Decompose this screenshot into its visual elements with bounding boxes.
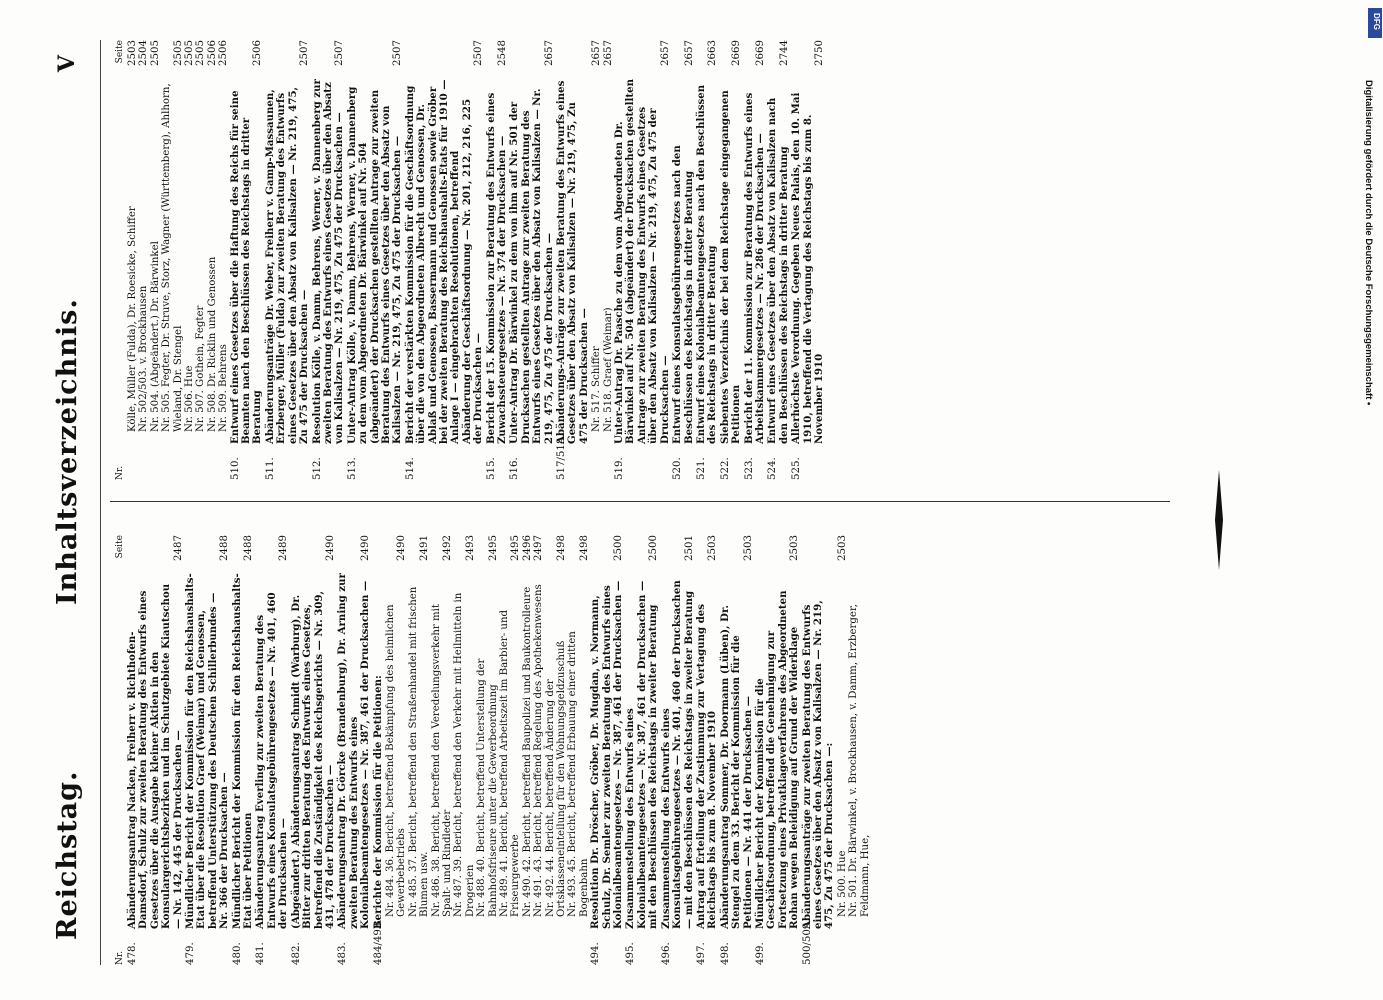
entry-text: Nr. 488. 40. Bericht, betreffend Unterstellung der Bahnhofsfriseure unter die Gewerbeordnung (476, 658, 499, 917)
entry-text: Mündlicher Bericht der Kommission für den Reichshaushalts-Etat über Petitionen (230, 573, 255, 929)
page-reference: 2505 (195, 40, 207, 66)
page-reference: 2506 (218, 40, 230, 66)
page-reference: 2500 (648, 535, 660, 561)
toc-entry (127, 535, 184, 965)
entry-number: 496. (660, 942, 672, 965)
toc-entry (232, 535, 255, 965)
entry-number: 525. (791, 457, 803, 480)
sub-entry (431, 535, 454, 965)
entry-text: Unter-Antrag Dr. Bärwinkel zu dem von ihm auf Nr. 501 der Drucksachen gestellten Antrage zur zweiten Beratung des Entwurfs eines Gesetzes über den Absatz von Kalisalzen — Nr. 219, 475, Zu 475 der Drucksachen — (508, 88, 555, 444)
toc-entry (255, 535, 289, 965)
sub-entry (499, 535, 522, 965)
entry-number: 523. (743, 457, 755, 480)
page-header (52, 55, 92, 940)
page-reference: 2487 (172, 535, 184, 561)
entry-text: Resolution Kölle, v. Damm, Behrens, Werner, v. Dannenberg zur zweiten Beratung des Entwurfs eines Gesetzes über den Absatz von Kalisalzen — Nr. 219, 475, Zu 475 der Drucksachen — (310, 79, 346, 444)
toc-entry (672, 40, 695, 480)
page-reference: 2504 (138, 40, 150, 66)
entry-text: Resolution Dr. Dröscher, Gröber, Dr. Mugdan, v. Normann, Schulz, Dr. Semler zur zweiten Beratung des Entwurfs eines Kolonialbeamtengesetzes — Nr. 387, 461 der Drucksachen — (589, 580, 625, 929)
entry-number: 524. (767, 457, 779, 480)
entry-text: Mündlicher Bericht der Kommission für die Geschäftsordnung, betreffend die Genehmigung zur Fortsetzung eines Privatklageverfahrens des Abgeordneten Rohan wegen Beleidigung auf Grund der Widerklage (753, 590, 801, 929)
page-reference: 2657 (683, 40, 695, 66)
toc-entry (556, 40, 590, 480)
toc-entry (337, 535, 371, 965)
page-reference: 2492 (441, 535, 453, 561)
entry-text: Mündlicher Bericht der Kommission für den Reichshaushalts-Etat über die Resolution Graef (Weimar) und Genossen, betreffend Unterstützung des Deutschen Schillerbundes — Nr. 366 der Drucksachen — (184, 573, 231, 929)
page-reference: 2490 (360, 535, 372, 561)
page-reference: 2506 (252, 40, 264, 66)
entry-text: Nr. 487. 39. Bericht, betreffend den Verkehr mit Heilmitteln in Drogerien (453, 592, 476, 917)
entry-number: 498. (719, 942, 731, 965)
entry-text: Nr. 505. Fegter, Dr. Struve, Storz, Wagner (Württemberg), Ahlhorn, Wieland, Dr. Stengel (161, 83, 184, 432)
toc-entry (720, 535, 754, 965)
header-left-title: Reichstag. (52, 770, 83, 940)
page-reference: 2669 (731, 40, 743, 66)
entry-number: 513. (346, 457, 358, 480)
footer-credit (1360, 40, 1376, 980)
entry-text: Abänderungsantrag Nacken, Freiherr v. Richthofen-Damsdorf, Schulz zur zweiten Beratung des Entwurfs eines Gesetzes über die Ausgabe kleiner Aktien in den Konsulargerichtsbezirken und im Schutzgebiete Kiautschou — Nr. 142, 445 der Drucksachen — (126, 583, 184, 929)
page-reference: 2507 (299, 40, 311, 66)
entry-text: Nr. 504. (Abgeändert.) Dr. Bärwinkel (149, 241, 161, 432)
toc-entry (625, 535, 659, 965)
sub-entry (591, 40, 602, 480)
entry-number: 517/518. (556, 434, 568, 480)
entry-text: Nr. 509. Behrens (218, 344, 230, 432)
toc-entry (696, 535, 719, 965)
sub-entry (567, 535, 590, 965)
toc-entry (744, 40, 767, 480)
sub-entry (476, 535, 499, 965)
page-reference: 2744 (778, 40, 790, 66)
toc-entry (230, 40, 264, 480)
entry-text: Entwurf eines Gesetzes über den Absatz von Kalisalzen nach den Beschlüssen des Reichstags in dritter Beratung (766, 97, 790, 444)
entry-number: 511. (264, 457, 276, 480)
entry-text: Unter-Antrag Kölle, v. Damm, Behrens, Werner, v. Dannenberg zu dem vom Abgeordneten Dr. Bärwinkel auf Nr. 504 (abgeändert) der Drucksachen gestellten Antrage zur zweiten Beratung des Entwurfs eines Gesetzes über den Absatz von Kalisalzen — Nr. 219, 475, Zu 475 der Drucksachen — (345, 86, 404, 444)
page-reference: 2657 (591, 40, 603, 66)
page-reference: 2507 (392, 40, 404, 66)
page-reference: 2498 (556, 535, 568, 561)
page-reference: 2500 (613, 535, 625, 561)
entry-number: 510. (229, 457, 241, 480)
entry-text: Entwurf eines Gesetzes über die Haftung des Reichs für seine Beamten nach den Beschlüssen des Reichstags in dritter Beratung (228, 90, 264, 444)
column-header (115, 40, 127, 480)
page-reference: 2669 (754, 40, 766, 66)
entry-number: 516. (509, 457, 521, 480)
dfg-logo-text: DFG (1371, 13, 1381, 30)
entry-text: Abänderungsantrag Everling zur zweiten Beratung des Entwurfs eines Konsulatsgebührengesetzes — Nr. 401, 460 der Drucksachen — (254, 592, 290, 929)
toc-entry (347, 40, 404, 480)
sub-entry (150, 40, 161, 480)
page-reference: 2750 (813, 40, 825, 66)
entry-number: 484/493. (372, 919, 384, 965)
page-reference: 2506 (206, 40, 218, 66)
header-center-title: Inhaltsverzeichnis. (52, 298, 83, 605)
left-column (115, 535, 871, 965)
entry-text: Nr. 491. 43. Bericht, betreffend Regelung des Apothekenwesens (533, 584, 545, 917)
entry-text: Nr. 500. Hue (836, 850, 848, 917)
sub-entry (207, 40, 218, 480)
entry-text: Bericht der 11. Kommission zur Beratung des Entwurfs eines Arbeitskammergesetzes — Nr. 286 der Drucksachen — (742, 92, 766, 444)
entry-text: Nr. 485. 37. Bericht, betreffend den Straßenhandel mit frischen Blumen usw. (407, 586, 431, 917)
nr-label: Nr. (115, 465, 125, 480)
entry-text: Nr. 507. Gothein, Fegter (195, 305, 207, 432)
entry-text: Nr. 489. 41. Bericht, betreffend Arbeitszeit im Barbier- und Friseurgewerbe (499, 609, 522, 917)
entry-text: (Abgeändert.) Abänderungsantrag Schmidt (Warburg), Dr. Bitter zur dritten Beratung des Entwurfs eines Gesetzes, betreffend die Zuständigkeit des Reichsgerichts — Nr. 309, 431, 478 der Drucksachen — (289, 590, 336, 929)
entry-text: Zusammenstellung des Entwurfs eines Konsulatsgebührengesetzes — Nr. 401, 460 der Drucksachen — mit den Beschlüssen des Reichstags in zweiter Beratung (659, 580, 695, 929)
entry-number: 479. (185, 942, 197, 965)
sub-entry (184, 40, 195, 480)
entry-text: Abänderungsanträge Dr. Weber, Freiherr v. Gamp-Massaunen, Erzberger, Müller (Fulda) zur zweiten Beratung des Entwurfs eines Gesetzes über den Absatz von Kalisalzen — Nr. 219, 475, Zu 475 der Drucksachen — (263, 86, 311, 444)
page-reference: 2493 (464, 535, 476, 561)
entry-text: Abänderungsantrag Sommer, Dr. Doormann (Lüben), Dr. Stengel zu dem 33. Bericht der Kommission für die Petitionen — Nr. 441 der Drucksachen — (718, 605, 754, 929)
entry-text: Nr. 506. Hue (184, 365, 196, 432)
entry-number: 497. (695, 942, 707, 965)
entry-number: 515. (485, 457, 497, 480)
entry-number: 499. (754, 942, 766, 965)
page-reference: 2507 (473, 40, 485, 66)
toc-entry (185, 535, 231, 965)
toc-entry (767, 40, 790, 480)
page-reference: 2657 (543, 40, 555, 66)
page-reference: 2501 (683, 535, 695, 561)
entry-number: 500/509. (801, 919, 813, 965)
column-divider (110, 501, 1170, 502)
sub-entry (408, 535, 431, 965)
entry-text: Nr. 502/503. v. Brockhausen (138, 285, 150, 432)
sub-entry (161, 40, 184, 480)
entry-text: Nr. 490. 42. Bericht, betreffend Baupolizei und Baukontrolleure (521, 586, 533, 917)
page-reference: 2507 (334, 40, 346, 66)
entry-text: Nr. 517. Schiffer (591, 346, 603, 432)
toc-entry (661, 535, 695, 965)
entry-number: 478. (127, 942, 138, 965)
toc-entry (509, 40, 555, 480)
entry-text: Entwurf eines Konsulatsgebührengesetzes nach den Beschlüssen des Reichstags in dritter Beratung (671, 145, 695, 444)
entry-number: 495. (625, 942, 637, 965)
page-reference: 2505 (172, 40, 184, 66)
entry-text: Zusammenstellung des Entwurfs eines Kolonialbeamtengesetzes — Nr. 387, 461 der Drucksachen — mit den Beschlüssen des Reichstags in zweiter Beratung (624, 580, 660, 929)
entry-text: Nr. 518. Graef (Weimar) (602, 307, 614, 432)
toc-entry (720, 40, 743, 480)
sub-entry (453, 535, 476, 965)
entry-text: Nr. 484. 36. Bericht, betreffend Bekämpfung des heimlichen Gewerbebetriebs (384, 604, 408, 917)
entry-number: 494. (590, 942, 602, 965)
entry-text: Entwurf eines Kolonialbeamtengesetzes nach den Beschlüssen des Reichstags in dritter Beratung (694, 84, 719, 444)
sub-entry (385, 535, 408, 965)
page-reference: 2657 (602, 40, 614, 66)
sub-entry (522, 535, 533, 965)
page-reference: 2503 (127, 40, 138, 66)
toc-entry (405, 40, 485, 480)
toc-entry (791, 40, 825, 480)
entry-text: Antrag auf Erteilung der Zustimmung zur Vertagung des Reichstags bis zum 8. November 1910 (694, 603, 719, 929)
sub-entry (545, 535, 568, 965)
entry-number: 521. (695, 457, 707, 480)
entry-text: Nr. 508. Dr. Ricklin und Genossen (206, 256, 218, 432)
entry-text: Bericht der 15. Kommission zur Beratung des Entwurfs eines Zuwachssteuergesetzes — Nr. 374 der Drucksachen — (484, 92, 508, 444)
toc-entry (486, 40, 509, 480)
seite-label: Seite (115, 535, 125, 559)
page-reference: 2503 (707, 535, 719, 561)
toc-entry (291, 535, 337, 965)
page-reference: 2505 (149, 40, 161, 66)
entry-text: Siebentes Verzeichnis der bei dem Reichstage eingegangenen Petitionen (718, 90, 743, 444)
page-numeral: V (54, 55, 80, 73)
toc-entry (590, 535, 624, 965)
entry-number: 481. (255, 942, 267, 965)
toc-entry (802, 535, 836, 965)
page-reference: 2491 (419, 535, 431, 561)
page-reference: 2497 (533, 535, 545, 561)
entry-number: 520. (672, 457, 684, 480)
sub-entry (127, 40, 138, 480)
toc-entry (265, 40, 311, 480)
entry-text: Abänderungsanträge zur zweiten Beratung des Entwurfs eines Gesetzes über den Absatz von Kalisalzen — Nr. 219, 475, Zu 475 der Drucksachen —: (800, 600, 836, 929)
sub-entry (138, 40, 149, 480)
nr-label: Nr. (115, 950, 125, 965)
page-reference: 2490 (324, 535, 336, 561)
page-reference: 2505 (184, 40, 196, 66)
page-reference: 2488 (243, 535, 255, 561)
entry-number: 483. (337, 942, 349, 965)
page-reference: 2663 (707, 40, 719, 66)
entry-text: Berichte der Kommission für die Petitionen: (371, 675, 384, 929)
page-reference: 2495 (510, 535, 522, 561)
entry-number: 480. (231, 942, 243, 965)
entry-text: Kölle, Müller (Fulda), Dr. Roesicke, Schiffer (127, 206, 138, 432)
toc-entry (373, 535, 384, 965)
entry-text: Bericht der verstärkten Kommission für die Geschäftsordnung über die von den Abgeordneten Albrecht und Genossen, Dr. Ablaß und Genossen, Bassermann und Genossen sowie Gröber bei der zweiten Beratung des Reichshaushalts-Etats für 1910 — Anlage I — eingebrachten Resolutionen, betreffend Abänderung der Geschäftsordnung — Nr. 201, 212, 216, 225 der Drucksachen — (403, 79, 485, 444)
page-reference: 2495 (487, 535, 499, 561)
entry-text: Nr. 493. 45. Bericht, betreffend Erbauung einer dritten Bogenbahn (567, 631, 590, 917)
header-rule (100, 40, 101, 965)
toc-entry (614, 40, 671, 480)
page-reference: 2503 (742, 535, 754, 561)
page-reference: 2548 (497, 40, 508, 66)
sub-entry (837, 535, 848, 965)
page-reference: 2488 (219, 535, 231, 561)
footer-text: Digitalisierung gefördert durch die Deutsche Forschungsgemeinschaft • (1363, 80, 1374, 406)
entry-number: 512. (311, 457, 323, 480)
entry-text: Allerhöchste Verordnung. Gegeben Neues Palais, den 10. Mai 1910, betreffend die Vertagung des Reichstags bis zum 8. November 1910 (790, 92, 825, 444)
seite-label: Seite (115, 40, 125, 64)
sub-entry (195, 40, 206, 480)
entry-text: Abänderungs-Anträge zur zweiten Beratung des Entwurfs eines Gesetzes über den Absatz von Kalisalzen — Nr. 219, 475, Zu 475 der Drucksachen — (555, 80, 590, 444)
entry-number: 522. (719, 457, 731, 480)
page-reference: 2489 (278, 535, 290, 561)
toc-entry (755, 535, 801, 965)
page-reference: 2496 (521, 535, 533, 561)
entry-text: Abänderungsantrag Dr. Görcke (Brandenburg), Dr. Arning zur zweiten Beratung des Entwurfs eines Kolonialbeamtengesetzes — Nr. 387, 461 der Drucksachen — (336, 573, 372, 929)
entry-number: 482. (290, 942, 302, 965)
page-reference: 2490 (396, 535, 408, 561)
dfg-logo (1368, 8, 1382, 38)
binding-mark (1212, 470, 1226, 570)
entry-number: 514. (404, 457, 416, 480)
sub-entry (533, 535, 544, 965)
entry-text: Nr. 501. Dr. Bärwinkel, v. Brockhausen, v. Damm, Erzberger, Feldmann, Hue, (848, 604, 871, 917)
entry-text: Unter-Antrag Dr. Paasche zu dem vom Abgeordneten Dr. Bärwinkel auf Nr. 504 (abgeändert) der Drucksachen gestellten Antrage zur zweiten Beratung des Entwurfs eines Gesetzes über den Absatz von Kalisalzen — Nr. 219, 475, Zu 475 der Drucksachen — (613, 78, 671, 444)
page-reference: 2503 (789, 535, 801, 561)
page-reference: 2503 (836, 535, 848, 561)
sub-entry (848, 535, 871, 965)
entry-text: Nr. 486. 38. Bericht, betreffend den Veredelungsverkehr mit Spalt- und Rindleder (430, 603, 453, 917)
entry-text: Nr. 492. 44. Bericht, betreffend Änderung der Ortsklasseneinteilung für den Wohnungsgeldzuschuß (544, 640, 568, 917)
page-reference: 2657 (659, 40, 671, 66)
toc-entry (696, 40, 719, 480)
toc-entry (312, 40, 346, 480)
entry-number: 519. (614, 457, 626, 480)
right-column (115, 40, 826, 480)
page-reference: 2498 (578, 535, 590, 561)
